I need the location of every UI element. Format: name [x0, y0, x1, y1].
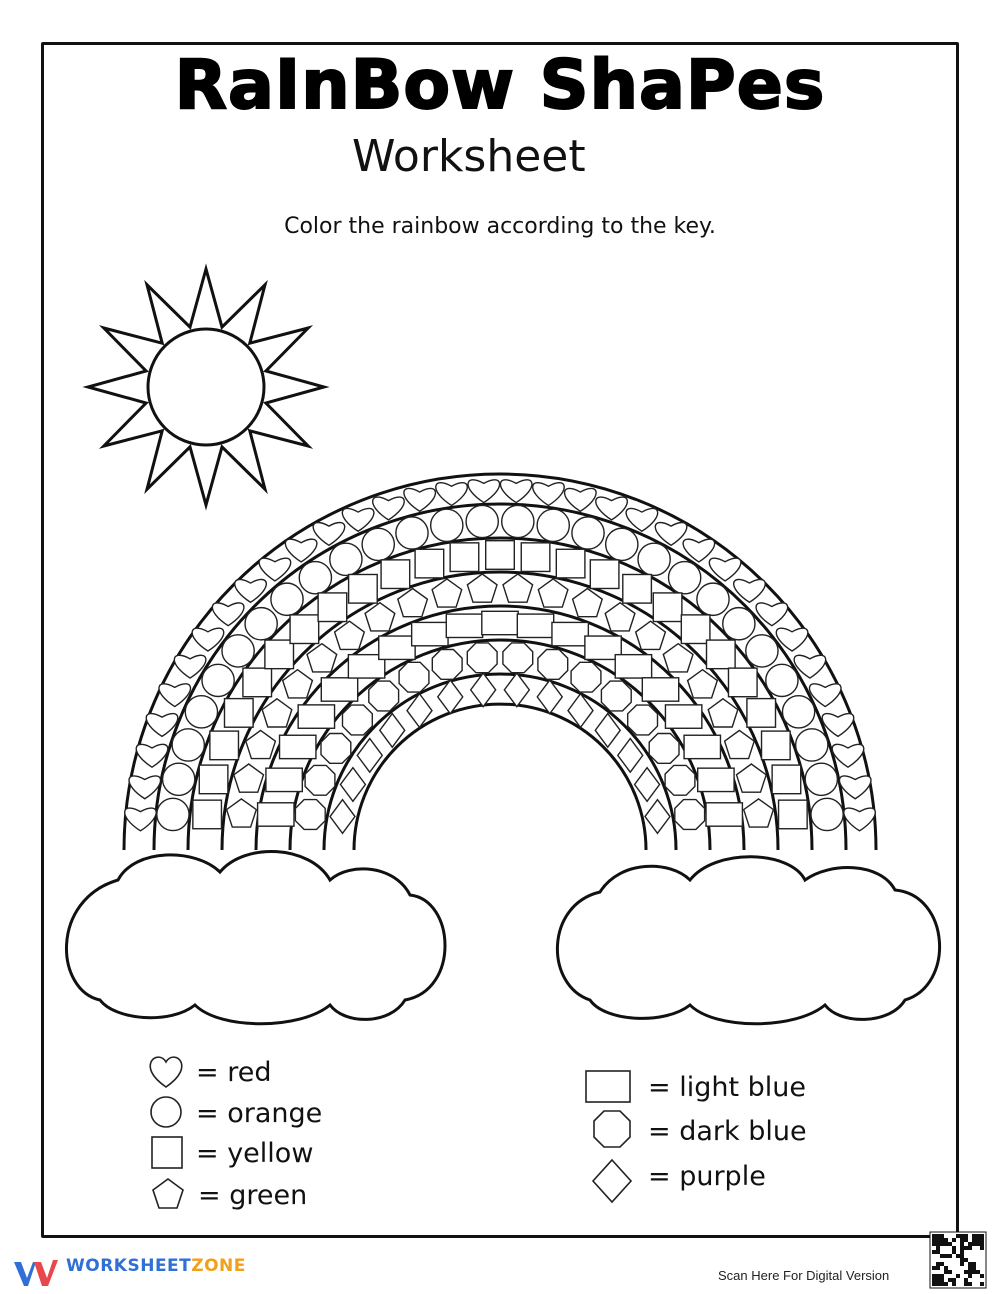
rainbow-octagon-mark	[305, 765, 335, 795]
rainbow-rectangle-mark	[517, 614, 553, 637]
rainbow-heart-mark	[129, 776, 161, 799]
rainbow-square-mark	[779, 800, 808, 829]
rainbow-square-mark	[193, 800, 222, 829]
rainbow-rectangle-mark	[615, 655, 651, 678]
brand-name-part1: WORKSHEET	[66, 1256, 192, 1276]
rainbow-square-mark	[381, 560, 410, 589]
rainbow-octagon-mark	[601, 681, 631, 711]
rainbow-circle-mark	[606, 528, 638, 560]
rainbow-octagon-mark	[432, 650, 462, 680]
rainbow-pentagon-mark	[663, 644, 693, 672]
rainbow-rectangle-mark	[552, 622, 588, 645]
page-title: RaInBow ShaPes	[174, 46, 826, 125]
brand-footer[interactable]	[12, 1256, 246, 1276]
key-label-green: = green	[198, 1180, 308, 1211]
rainbow-circle-mark	[782, 696, 814, 728]
scan-qr-text: Scan Here For Digital Version	[718, 1268, 890, 1283]
pentagon-icon	[153, 1179, 183, 1208]
rainbow-square-mark	[772, 765, 801, 794]
rainbow-square-mark	[623, 574, 652, 603]
rainbow-rectangle-mark	[665, 705, 701, 728]
rainbow-heart-mark	[500, 480, 532, 503]
rainbow-square-mark	[318, 593, 347, 622]
rainbow-circle-mark	[796, 729, 828, 761]
rainbow-pentagon-mark	[605, 603, 635, 631]
rainbow-pentagon-mark	[636, 621, 666, 649]
rainbow-square-mark	[728, 668, 757, 697]
rainbow-square-mark	[450, 543, 479, 572]
rainbow-square-mark	[210, 731, 239, 760]
rainbow-square-mark	[556, 549, 585, 578]
rainbow-square-mark	[762, 731, 791, 760]
rainbow-square-mark	[349, 574, 378, 603]
rainbow-heart-mark	[342, 508, 374, 531]
rainbow-rectangle-mark	[698, 768, 734, 791]
rainbow-rectangle-mark	[258, 803, 294, 826]
rainbow-pentagon-mark	[283, 670, 313, 698]
rainbow-circle-mark	[185, 696, 217, 728]
rainbow-rectangle-mark	[280, 735, 316, 758]
rainbow-rectangle-mark	[706, 803, 742, 826]
rainbow-diamond-mark	[504, 673, 529, 707]
rainbow-octagon-mark	[571, 662, 601, 692]
rainbow-octagon-mark	[343, 705, 373, 735]
rainbow-square-mark	[590, 560, 619, 589]
sun-icon	[88, 269, 324, 505]
rainbow-heart-mark	[596, 497, 628, 520]
rainbow-octagon-mark	[649, 734, 679, 764]
rectangle-icon	[586, 1071, 630, 1102]
rainbow-octagon-mark	[665, 765, 695, 795]
rainbow-square-mark	[290, 615, 319, 644]
rainbow-heart-mark	[468, 480, 500, 503]
left-cloud-icon	[66, 851, 445, 1023]
rainbow-heart-mark	[832, 744, 864, 767]
rainbow-rectangle-mark	[379, 636, 415, 659]
rainbow-heart-mark	[436, 483, 468, 506]
diamond-icon	[593, 1160, 631, 1202]
rainbow-diamond-mark	[471, 673, 496, 707]
rainbow-octagon-mark	[369, 681, 399, 711]
rainbow-diamond-mark	[330, 800, 355, 834]
rainbow-circle-mark	[157, 798, 189, 830]
rainbow-pentagon-mark	[234, 764, 264, 792]
circle-icon	[151, 1097, 181, 1127]
rainbow-pentagon-mark	[503, 574, 533, 602]
rainbow-circle-mark	[502, 505, 534, 537]
rainbow-pentagon-mark	[432, 579, 462, 607]
rainbow-heart-mark	[136, 744, 168, 767]
rainbow-circle-mark	[330, 543, 362, 575]
rainbow-heart-mark	[533, 483, 565, 506]
heart-icon	[150, 1057, 182, 1087]
rainbow-rectangle-mark	[321, 678, 357, 701]
key-label-purple: = purple	[648, 1161, 766, 1192]
rainbow-circle-mark	[669, 562, 701, 594]
key-label-orange: = orange	[196, 1098, 323, 1129]
rainbow-square-mark	[681, 615, 710, 644]
rainbow-heart-mark	[125, 808, 157, 831]
rainbow-heart-mark	[565, 488, 597, 511]
rainbow-heart-mark	[839, 776, 871, 799]
key-label-dark-blue: = dark blue	[648, 1116, 807, 1147]
rainbow-circle-mark	[766, 664, 798, 696]
rainbow-heart-mark	[626, 508, 658, 531]
rainbow-pentagon-mark	[467, 574, 497, 602]
rainbow-rectangle-mark	[446, 614, 482, 637]
rainbow-octagon-mark	[321, 734, 351, 764]
rainbow-octagon-mark	[295, 800, 325, 830]
page-subtitle: Worksheet	[352, 131, 586, 182]
rainbow-pentagon-mark	[307, 644, 337, 672]
rainbow-heart-mark	[373, 497, 405, 520]
rainbow-pentagon-mark	[573, 589, 603, 617]
rainbow-pentagon-mark	[246, 730, 276, 758]
rainbow-circle-mark	[466, 505, 498, 537]
qr-code-icon	[930, 1232, 986, 1288]
rainbow-circle-mark	[572, 517, 604, 549]
rainbow-pentagon-mark	[538, 579, 568, 607]
rainbow-pentagon-mark	[744, 799, 774, 827]
rainbow-circle-mark	[172, 729, 204, 761]
rainbow-diamond-mark	[340, 768, 365, 802]
rainbow-octagon-mark	[399, 662, 429, 692]
rainbow-diamond-mark	[645, 800, 670, 834]
rainbow-rectangle-mark	[266, 768, 302, 791]
rainbow-rectangle-mark	[684, 735, 720, 758]
rainbow-rectangle-mark	[642, 678, 678, 701]
rainbow-square-mark	[199, 765, 228, 794]
key-label-light-blue: = light blue	[648, 1072, 806, 1103]
rainbow-circle-mark	[811, 798, 843, 830]
rainbow-octagon-mark	[628, 705, 658, 735]
rainbow-pentagon-mark	[227, 799, 257, 827]
rainbow-square-mark	[415, 549, 444, 578]
rainbow-pentagon-mark	[688, 670, 718, 698]
rainbow-circle-mark	[245, 608, 277, 640]
rainbow-pentagon-mark	[365, 603, 395, 631]
rainbow-heart-mark	[844, 808, 876, 831]
rainbow-pentagon-mark	[737, 764, 767, 792]
rainbow-circle-mark	[396, 517, 428, 549]
rainbow-square-mark	[486, 541, 515, 570]
rainbow-rectangle-mark	[482, 611, 518, 634]
rainbow-pentagon-mark	[708, 699, 738, 727]
octagon-icon	[594, 1111, 630, 1147]
rainbow-circle-mark	[362, 528, 394, 560]
rainbow-square-mark	[707, 640, 736, 669]
brand-name-part2: ZONE	[191, 1256, 246, 1276]
rainbow-octagon-mark	[675, 800, 705, 830]
rainbow-circle-mark	[299, 562, 331, 594]
rainbow-circle-mark	[271, 583, 303, 615]
rainbow-heart-mark	[404, 488, 436, 511]
rainbow-diamond-mark	[635, 768, 660, 802]
rainbow-pentagon-mark	[262, 699, 292, 727]
rainbow-octagon-mark	[503, 643, 533, 673]
instructions-text: Color the rainbow according to the key.	[284, 214, 716, 239]
right-cloud-icon	[557, 857, 939, 1024]
rainbow-octagon-mark	[467, 643, 497, 673]
rainbow-circle-mark	[638, 543, 670, 575]
rainbow-rectangle-mark	[412, 622, 448, 645]
rainbow-circle-mark	[202, 664, 234, 696]
rainbow-circle-mark	[746, 635, 778, 667]
rainbow-square-mark	[747, 699, 776, 728]
rainbow-circle-mark	[805, 763, 837, 795]
rainbow-square-mark	[243, 668, 272, 697]
rainbow-pentagon-mark	[725, 730, 755, 758]
rainbow-circle-mark	[537, 509, 569, 541]
rainbow-square-mark	[224, 699, 253, 728]
rainbow-circle-mark	[222, 635, 254, 667]
rainbow-square-mark	[265, 640, 294, 669]
key-label-red: = red	[196, 1057, 272, 1088]
rainbow-octagon-mark	[538, 650, 568, 680]
rainbow-circle-mark	[697, 583, 729, 615]
rainbow-rectangle-mark	[298, 705, 334, 728]
rainbow-pentagon-mark	[398, 589, 428, 617]
rainbow-pentagon-mark	[335, 621, 365, 649]
square-icon	[152, 1137, 182, 1168]
rainbow-circle-mark	[163, 763, 195, 795]
key-label-yellow: = yellow	[196, 1138, 314, 1169]
rainbow-circle-mark	[723, 608, 755, 640]
rainbow-square-mark	[653, 593, 682, 622]
rainbow-square-mark	[521, 543, 550, 572]
rainbow-circle-mark	[431, 509, 463, 541]
